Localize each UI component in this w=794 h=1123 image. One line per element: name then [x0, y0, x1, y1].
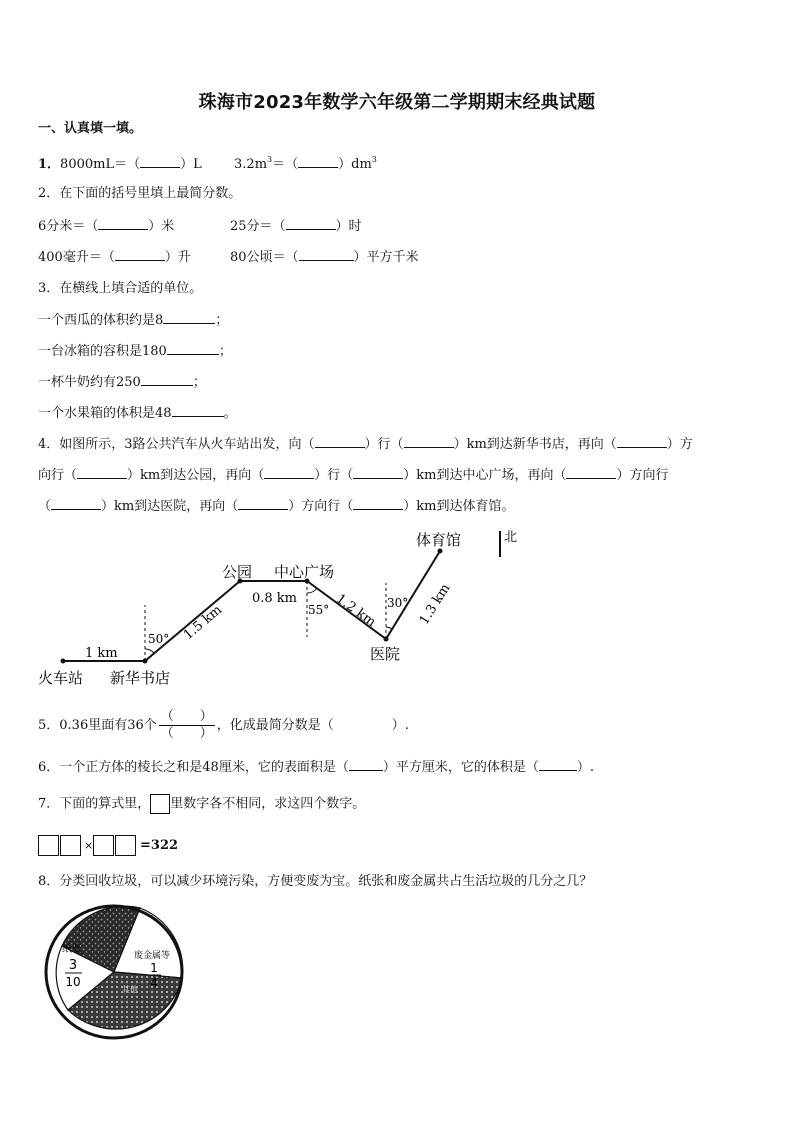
q4-blank-2[interactable] [404, 447, 454, 448]
pie-paper-denominator: 10 [65, 975, 81, 989]
q6-part-a: 6．一个正方体的棱长之和是48厘米，它的表面积是（ [38, 760, 349, 775]
q3-line-2 [38, 343, 232, 361]
label-bookstore: 新华书店 [110, 669, 171, 687]
north-label: 北 [504, 530, 518, 545]
q3-line-1-end: ； [215, 313, 229, 328]
question-6 [38, 759, 594, 777]
q4-l1-b: ）行（ [364, 437, 404, 452]
question-2-stem: 2．在下面的括号里填上最简分数。 [38, 186, 242, 201]
q4-l3-c: ）方向行（ [288, 499, 354, 514]
q1-a-blank[interactable] [140, 167, 180, 168]
q4-line-3 [38, 498, 514, 516]
waste-pie-chart [40, 900, 190, 1045]
label-plaza: 中心广场 [274, 563, 335, 581]
q5-fraction-numerator[interactable]: （ ） [160, 709, 213, 724]
q3-line-3-text: 一杯牛奶约有250 [38, 375, 141, 390]
q4-blank-4[interactable] [77, 478, 127, 479]
q7-prefix: 7．下面的算式里， [38, 796, 151, 812]
distance-3: 0.8 km [252, 591, 298, 606]
q7-result: =322 [140, 838, 179, 853]
q1-b-suffix: ）dm [338, 157, 372, 172]
q6-blank-2[interactable] [539, 770, 577, 771]
q3-line-1 [38, 312, 228, 330]
q7-digit-box-4[interactable] [115, 835, 136, 856]
angle-arc-2 [307, 588, 317, 593]
q4-l3-a: （ [38, 499, 52, 514]
q4-l2-c: ）行（ [314, 468, 354, 483]
q4-blank-1[interactable] [315, 447, 365, 448]
q3-line-2-text: 一台冰箱的容积是180 [38, 344, 167, 359]
distance-1: 1 km [85, 646, 118, 661]
q4-l2-d: ）km到达中心广场，再向（ [403, 468, 567, 483]
q4-blank-5[interactable] [264, 478, 314, 479]
angle-2: 55° [308, 603, 330, 617]
q5-prefix: 5．0.36里面有36个 [38, 718, 157, 733]
q3-line-1-blank[interactable] [163, 323, 215, 324]
q1-a-prefix: 8000mL＝（ [60, 157, 141, 172]
q4-l3-b: ）km到达医院，再向（ [101, 499, 239, 514]
q1-b-mid: ＝（ [272, 157, 299, 172]
q5-fraction[interactable] [159, 709, 215, 742]
q2-r2b-suffix: ）平方千米 [353, 250, 419, 265]
q7-suffix: 里数字各不相同，求这四个数字。 [170, 796, 366, 812]
q7-digit-box-1[interactable] [38, 835, 59, 856]
node-hospital [384, 637, 389, 642]
question-8-stem: 8．分类回收垃圾，可以减少环境污染，方便变废为宝。纸张和废金属共占生活垃圾的几分之几？ [38, 874, 593, 889]
q3-line-4-end: 。 [223, 406, 237, 421]
route-map [30, 525, 550, 695]
q4-blank-9[interactable] [238, 509, 288, 510]
q5-fraction-denominator[interactable]: （ ） [160, 726, 213, 741]
question-2-row-2b [230, 249, 419, 267]
q6-blank-1[interactable] [349, 770, 383, 771]
q1-b-blank[interactable] [298, 167, 338, 168]
q6-part-c: ）. [576, 760, 594, 775]
q4-l1-a: 4．如图所示，3路公共汽车从火车站出发，向（ [38, 437, 315, 452]
label-gym: 体育馆 [416, 531, 462, 549]
q2-r2b-prefix: 80公顷＝（ [230, 250, 299, 265]
node-bookstore [143, 659, 148, 664]
angle-1: 50° [148, 632, 170, 646]
q5-end: ）. [391, 718, 409, 733]
q3-line-2-blank[interactable] [167, 354, 219, 355]
q2-r2a-blank[interactable] [115, 260, 165, 261]
angle-arc-1 [145, 649, 154, 653]
q4-l2-a: 向行（ [38, 468, 78, 483]
pie-label-bottom: 其他 [122, 985, 138, 994]
q2-r1b-suffix: ）时 [335, 219, 362, 234]
q6-part-b: ）平方厘米，它的体积是（ [382, 760, 539, 775]
q2-r1b-blank[interactable] [286, 229, 336, 230]
q7-digit-box-3[interactable] [93, 835, 114, 856]
q1-a-suffix: ）L [180, 157, 202, 172]
q7-times: × [84, 839, 94, 852]
q3-line-4 [38, 405, 237, 423]
q4-l2-e: ）方向行 [616, 468, 669, 483]
q4-blank-8[interactable] [51, 509, 101, 510]
q3-line-2-end: ； [218, 344, 232, 359]
label-station: 火车站 [38, 669, 84, 687]
distance-2: 1.5 km [180, 602, 226, 643]
q3-line-3-blank[interactable] [141, 385, 193, 386]
pie-metal-numerator: 1 [150, 961, 158, 975]
node-station [61, 659, 66, 664]
q5-middle: ，化成最简分数是（ [216, 718, 334, 733]
q4-blank-7[interactable] [566, 478, 616, 479]
q4-blank-3[interactable] [617, 447, 667, 448]
distance-5: 1.3 km [416, 581, 454, 628]
q3-line-4-text: 一个水果箱的体积是48 [38, 406, 172, 421]
q4-l2-b: ）km到达公园，再向（ [127, 468, 265, 483]
q1-b-prefix: 3.2m [234, 157, 268, 172]
q1-b-sup2: 3 [371, 155, 377, 164]
node-gym [438, 549, 443, 554]
angle-3: 30° [387, 596, 409, 610]
q4-l3-d: ）km到达体育馆。 [403, 499, 515, 514]
question-2-row-1 [38, 218, 174, 236]
q4-line-1 [38, 436, 693, 454]
pie-label-metal: 废金属等 [134, 951, 171, 961]
q7-box-icon [150, 794, 170, 814]
q3-line-3 [38, 374, 206, 392]
page-title: 珠海市2023年数学六年级第二学期期末经典试题 [198, 92, 596, 113]
q2-r1a-suffix: ）米 [148, 219, 175, 234]
label-hospital: 医院 [370, 645, 401, 663]
label-park: 公园 [222, 563, 253, 581]
section-1-heading: 一、认真填一填。 [38, 121, 143, 136]
q3-line-1-text: 一个西瓜的体积约是8 [38, 313, 164, 328]
q2-r1b-prefix: 25分＝（ [230, 219, 286, 234]
q2-r1a-blank[interactable] [98, 229, 148, 230]
question-7 [38, 794, 365, 814]
angle-arc-3 [386, 627, 392, 629]
q3-line-4-blank[interactable] [172, 416, 224, 417]
q2-r2a-prefix: 400毫升＝（ [38, 250, 115, 265]
question-2-row-1b [230, 218, 362, 236]
q3-line-3-end: ； [192, 375, 206, 390]
q4-blank-10[interactable] [353, 509, 403, 510]
q1-number: 1． [38, 157, 61, 172]
distance-4: 1.2 km [333, 591, 379, 631]
question-5 [38, 709, 409, 742]
question-3-stem: 3．在横线上填合适的单位。 [38, 281, 203, 296]
q7-digit-box-2[interactable] [60, 835, 81, 856]
q2-r2a-suffix: ）升 [164, 250, 191, 265]
q2-r1a-prefix: 6分米＝（ [38, 219, 99, 234]
pie-metal-denominator: 4 [150, 976, 158, 990]
q2-r2b-blank[interactable] [299, 260, 354, 261]
q4-l1-c: ）km到达新华书店，再向（ [453, 437, 617, 452]
pie-label-paper: 纸张 [62, 944, 82, 955]
pie-paper-numerator: 3 [68, 958, 78, 973]
q4-line-2 [38, 467, 668, 485]
question-2-row-2 [38, 249, 191, 267]
q1-b-sup: 3 [267, 155, 273, 164]
q4-blank-6[interactable] [353, 478, 403, 479]
q4-l1-d: ）方 [666, 437, 693, 452]
question-1 [38, 151, 377, 174]
